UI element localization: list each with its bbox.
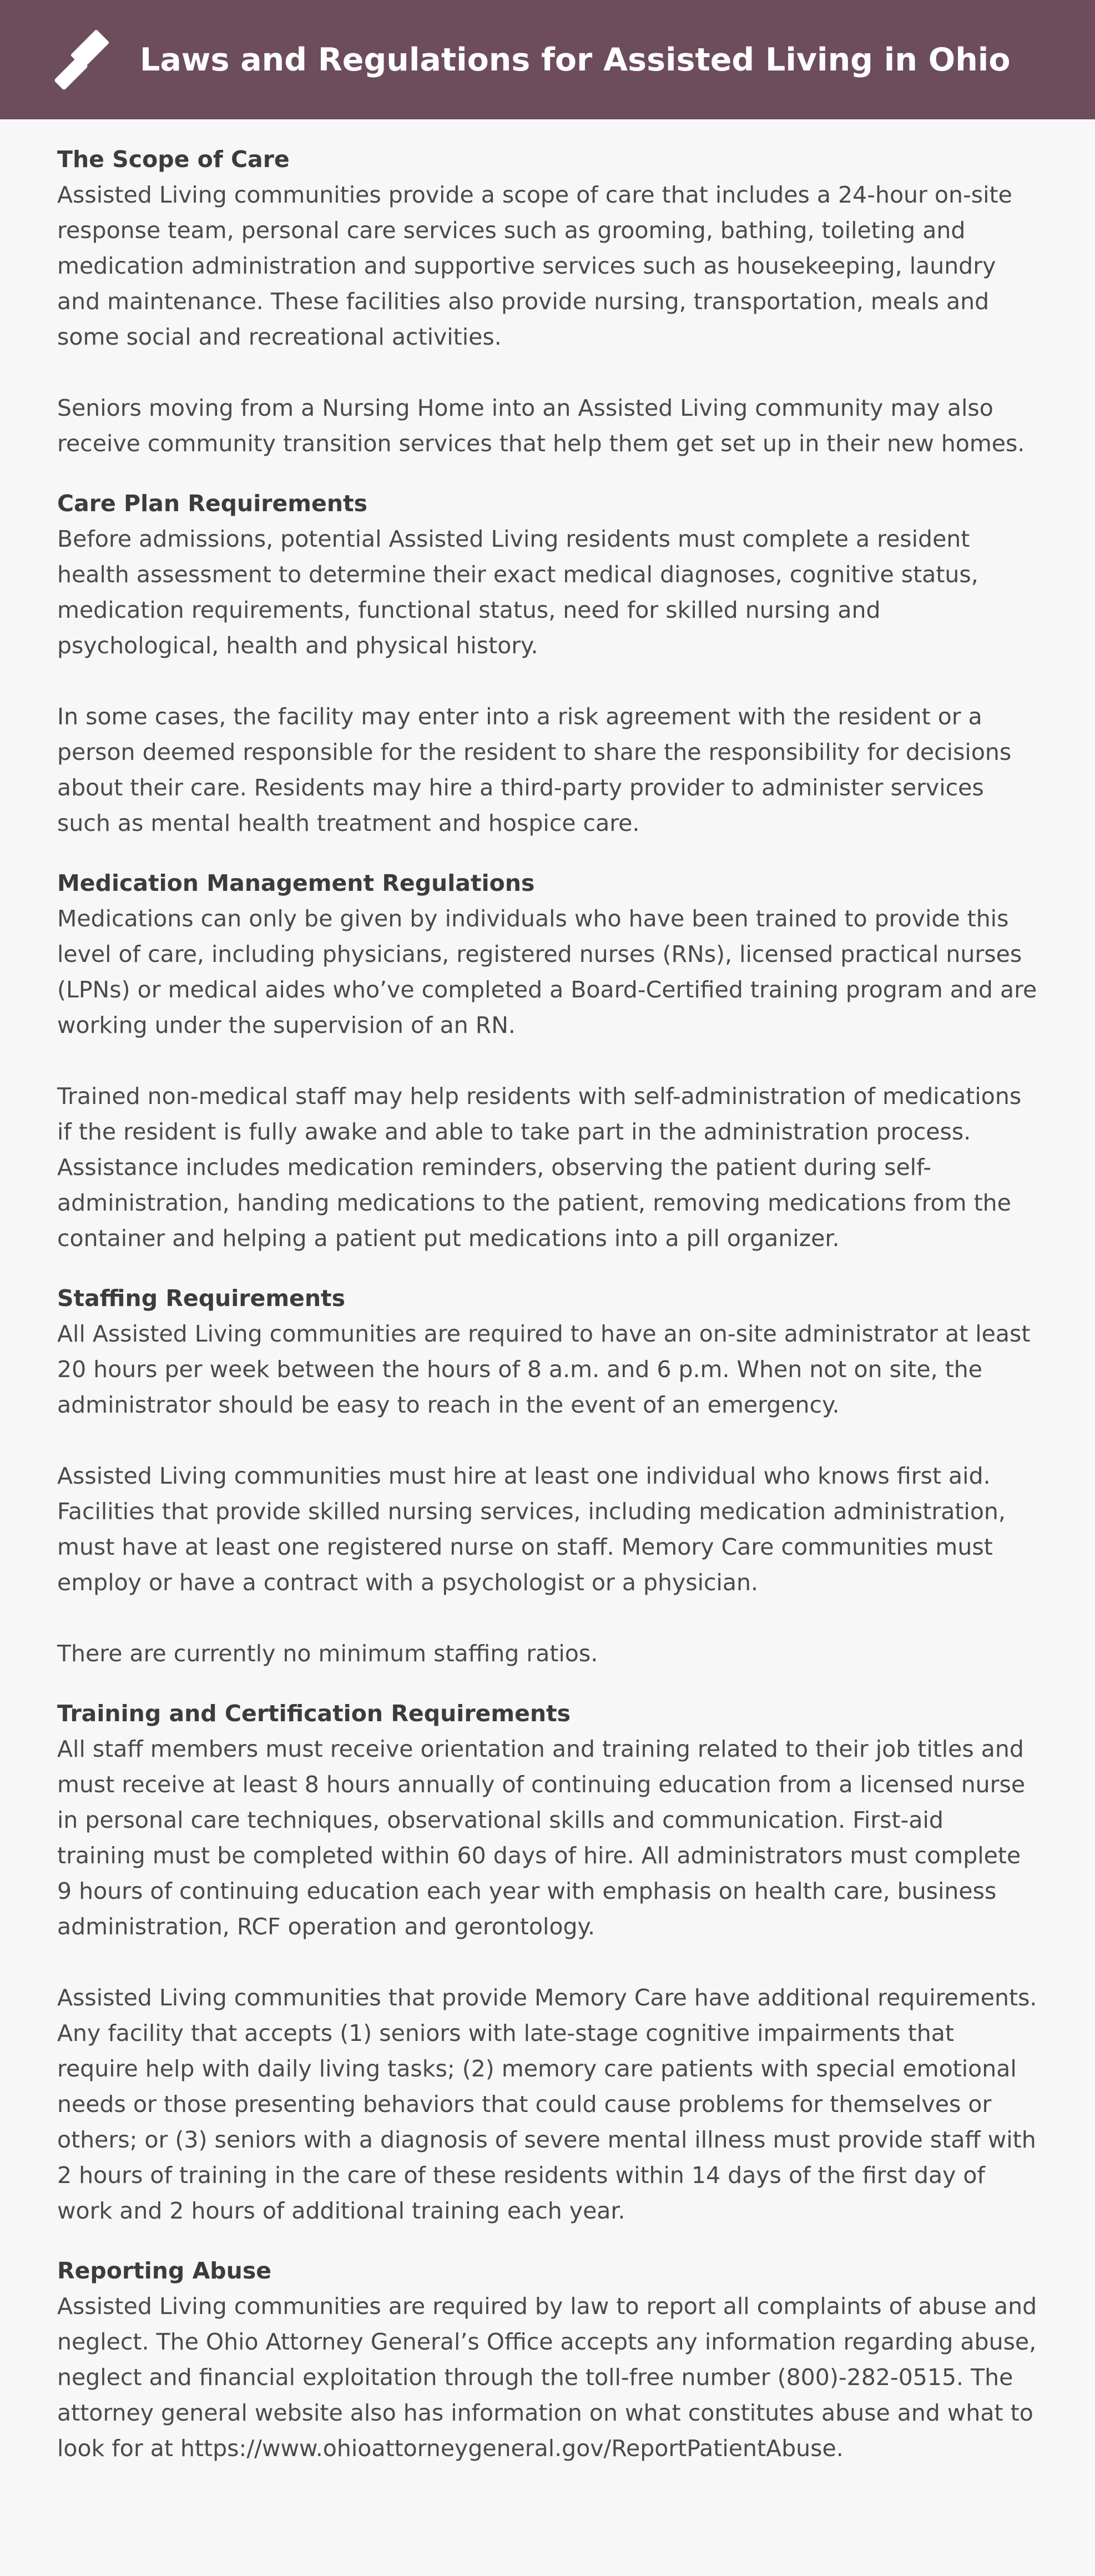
paragraph: Before admissions, potential Assisted Living residents must complete a resident health assessment to determine their exact medical diagnoses, cognitive status, medication requirements, functional status, need for skilled nursing and psychological, health and physical history.	[57, 526, 978, 659]
paragraph: In some cases, the facility may enter into a risk agreement with the resident or a person deemed responsible for the resident to share the responsibility for decisions about their care. Residents may hire a third-party provider to administer services such as mental health treatment and hospice care.	[57, 703, 1012, 836]
section-reporting-abuse	[57, 2253, 1038, 2466]
paragraph: Medications can only be given by individuals who have been trained to provide this level of care, including physicians, registered nurses (RNs), licensed practical nurses (LPNs) or medical aides who’ve completed a Board-Certified training program and are working under the supervision of an RN.	[57, 905, 1037, 1039]
section-training-certification	[57, 1696, 1038, 2229]
paragraph: Assisted Living communities that provide Memory Care have additional requirements. Any facility that accepts (1) seniors with late-stage cognitive impairments that require help with daily living tasks; (2) memory care patients with special emotional needs or those presenting behaviors that could cause problems for themselves or others; or (3) seniors with a diagnosis of severe mental illness must provide staff with 2 hours of training in the care of these residents within 14 days of the first day of work and 2 hours of additional training each year.	[57, 1984, 1037, 2224]
section-heading: Training and Certification Requirements	[57, 1700, 571, 1727]
article-body	[0, 119, 1095, 2466]
paragraph: Assisted Living communities are required by law to report all complaints of abuse and neglect. The Ohio Attorney General’s Office accepts any information regarding abuse, neglect and financial exploitation through the toll-free number (800)-282-0515. The attorney general website also has information on what constitutes abuse and what to look for at https://www.ohioattorneygeneral.gov/ReportPatientAbuse.	[57, 2293, 1037, 2462]
section-heading: Staffing Requirements	[57, 1285, 346, 1312]
page-title: Laws and Regulations for Assisted Living in Ohio	[140, 41, 1011, 78]
paragraph: Trained non-medical staff may help residents with self-administration of medications if the resident is fully awake and able to take part in the administration process. Assistance includes medication reminders, observing the patient during self-administration, handing medications to the patient, removing medications from the container and helping a patient put medications into a pill organizer.	[57, 1083, 1022, 1252]
section-scope-of-care	[57, 142, 1038, 461]
paragraph: All staff members must receive orientation and training related to their job titles and must receive at least 8 hours annually of continuing education from a licensed nurse in personal care techniques, observational skills and communication. First-aid training must be completed within 60 days of hire. All administrators must complete 9 hours of continuing education each year with emphasis on health care, business administration, RCF operation and gerontology.	[57, 1736, 1026, 1940]
section-heading: Medication Management Regulations	[57, 870, 535, 896]
section-care-plan-requirements	[57, 486, 1038, 841]
page-header	[0, 0, 1095, 119]
paragraph: Assisted Living communities must hire at least one individual who knows first aid. Facilities that provide skilled nursing services, including medication administration, must have at least one registered nurse on staff. Memory Care communities must employ or have a contract with a psychologist or a physician.	[57, 1463, 1006, 1596]
section-medication-management	[57, 865, 1038, 1256]
paragraph: Assisted Living communities provide a scope of care that includes a 24-hour on-site response team, personal care services such as grooming, bathing, toileting and medication administration and supportive services such as housekeeping, laundry and maintenance. These facilities also provide nursing, transportation, meals and some social and recreational activities.	[57, 182, 1012, 350]
paragraph: Seniors moving from a Nursing Home into an Assisted Living community may also receive community transition services that help them get set up in their new homes.	[57, 395, 1025, 457]
paragraph: There are currently no minimum staffing ratios.	[57, 1640, 598, 1667]
paragraph: All Assisted Living communities are required to have an on-site administrator at least 20 hours per week between the hours of 8 a.m. and 6 p.m. When not on site, the administrator should be easy to reach in the event of an emergency.	[57, 1320, 1031, 1418]
gavel-icon	[54, 25, 123, 94]
section-heading: Reporting Abuse	[57, 2257, 272, 2284]
section-staffing-requirements	[57, 1281, 1038, 1671]
section-heading: Care Plan Requirements	[57, 490, 368, 517]
section-heading: The Scope of Care	[57, 146, 290, 173]
